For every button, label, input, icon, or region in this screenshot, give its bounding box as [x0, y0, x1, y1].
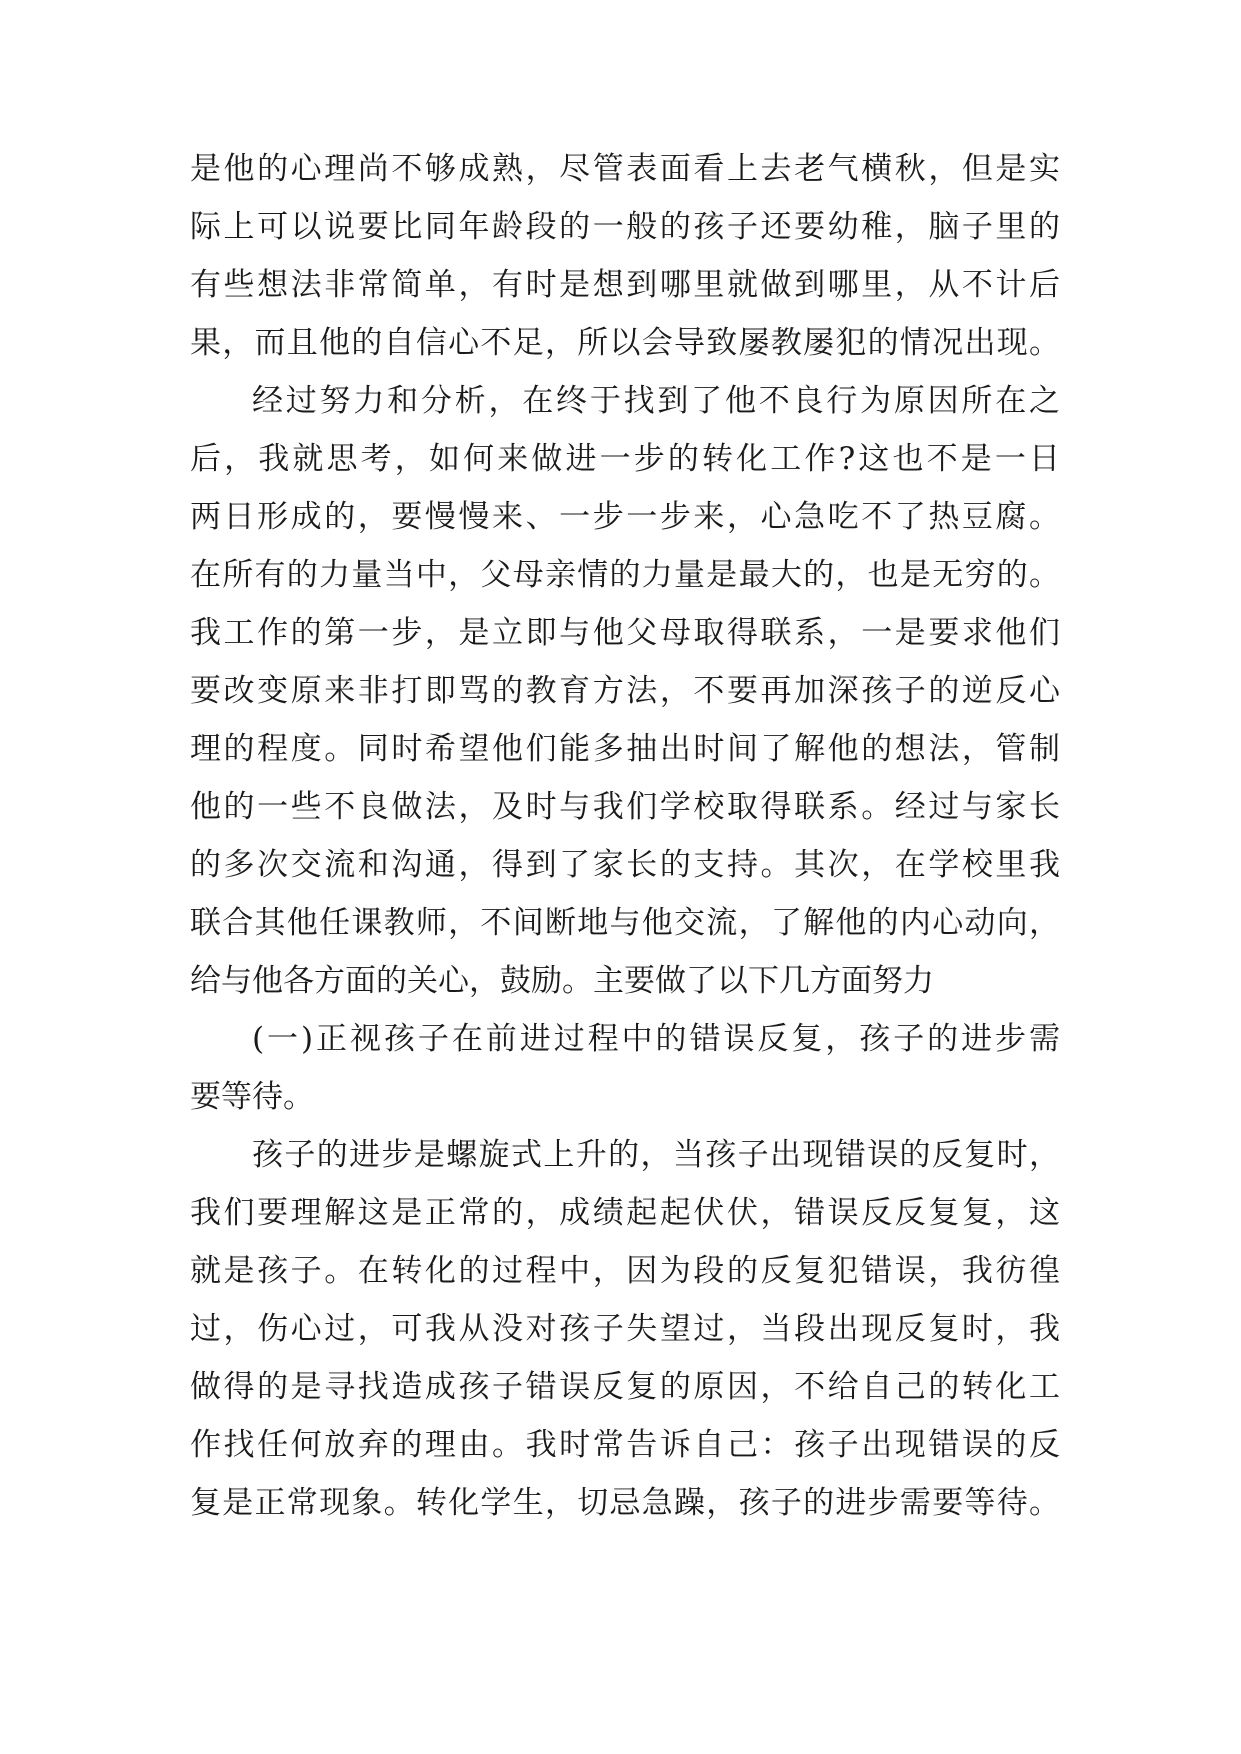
paragraph-line: 过，伤心过，可我从没对孩子失望过，当段出现反复时，我 — [190, 1311, 1060, 1347]
paragraph-line: 我们要理解这是正常的，成绩起起伏伏，错误反反复复，这 — [190, 1195, 1060, 1231]
paragraph-line: 给与他各方面的关心，鼓励。主要做了以下几方面努力 — [190, 963, 934, 999]
paragraph-line: 有些想法非常简单，有时是想到哪里就做到哪里，从不计后 — [190, 267, 1060, 303]
paragraph-line: 后，我就思考，如何来做进一步的转化工作?这也不是一日 — [190, 441, 1060, 477]
paragraph-line: 际上可以说要比同年龄段的一般的孩子还要幼稚，脑子里的 — [190, 209, 1060, 245]
section-heading-line: 要等待。 — [190, 1079, 314, 1115]
paragraph-line: 在所有的力量当中，父母亲情的力量是最大的，也是无穷的。 — [190, 557, 1060, 593]
paragraph-line: 经过努力和分析，在终于找到了他不良行为原因所在之 — [252, 383, 1060, 419]
paragraph-line: 复是正常现象。转化学生，切忌急躁，孩子的进步需要等待。 — [190, 1485, 1060, 1521]
paragraph-line: 我工作的第一步，是立即与他父母取得联系，一是要求他们 — [190, 615, 1060, 651]
paragraph-line: 理的程度。同时希望他们能多抽出时间了解他的想法，管制 — [190, 731, 1060, 767]
paragraph-line: 果，而且他的自信心不足，所以会导致屡教屡犯的情况出现。 — [190, 325, 1060, 361]
paragraph-line: 孩子的进步是螺旋式上升的，当孩子出现错误的反复时， — [252, 1137, 1060, 1173]
paragraph-line: 作找任何放弃的理由。我时常告诉自己：孩子出现错误的反 — [190, 1427, 1060, 1463]
paragraph-line: 的多次交流和沟通，得到了家长的支持。其次，在学校里我 — [190, 847, 1060, 883]
paragraph-line: 他的一些不良做法，及时与我们学校取得联系。经过与家长 — [190, 789, 1060, 825]
paragraph-line: 是他的心理尚不够成熟，尽管表面看上去老气横秋，但是实 — [190, 151, 1060, 187]
section-heading-line: (一)正视孩子在前进过程中的错误反复，孩子的进步需 — [252, 1021, 1060, 1057]
paragraph-line: 联合其他任课教师，不间断地与他交流，了解他的内心动向， — [190, 905, 1060, 941]
paragraph-line: 要改变原来非打即骂的教育方法，不要再加深孩子的逆反心 — [190, 673, 1060, 709]
paragraph-line: 就是孩子。在转化的过程中，因为段的反复犯错误，我彷徨 — [190, 1253, 1060, 1289]
paragraph-line: 做得的是寻找造成孩子错误反复的原因，不给自己的转化工 — [190, 1369, 1060, 1405]
paragraph-line: 两日形成的，要慢慢来、一步一步来，心急吃不了热豆腐。 — [190, 499, 1060, 535]
